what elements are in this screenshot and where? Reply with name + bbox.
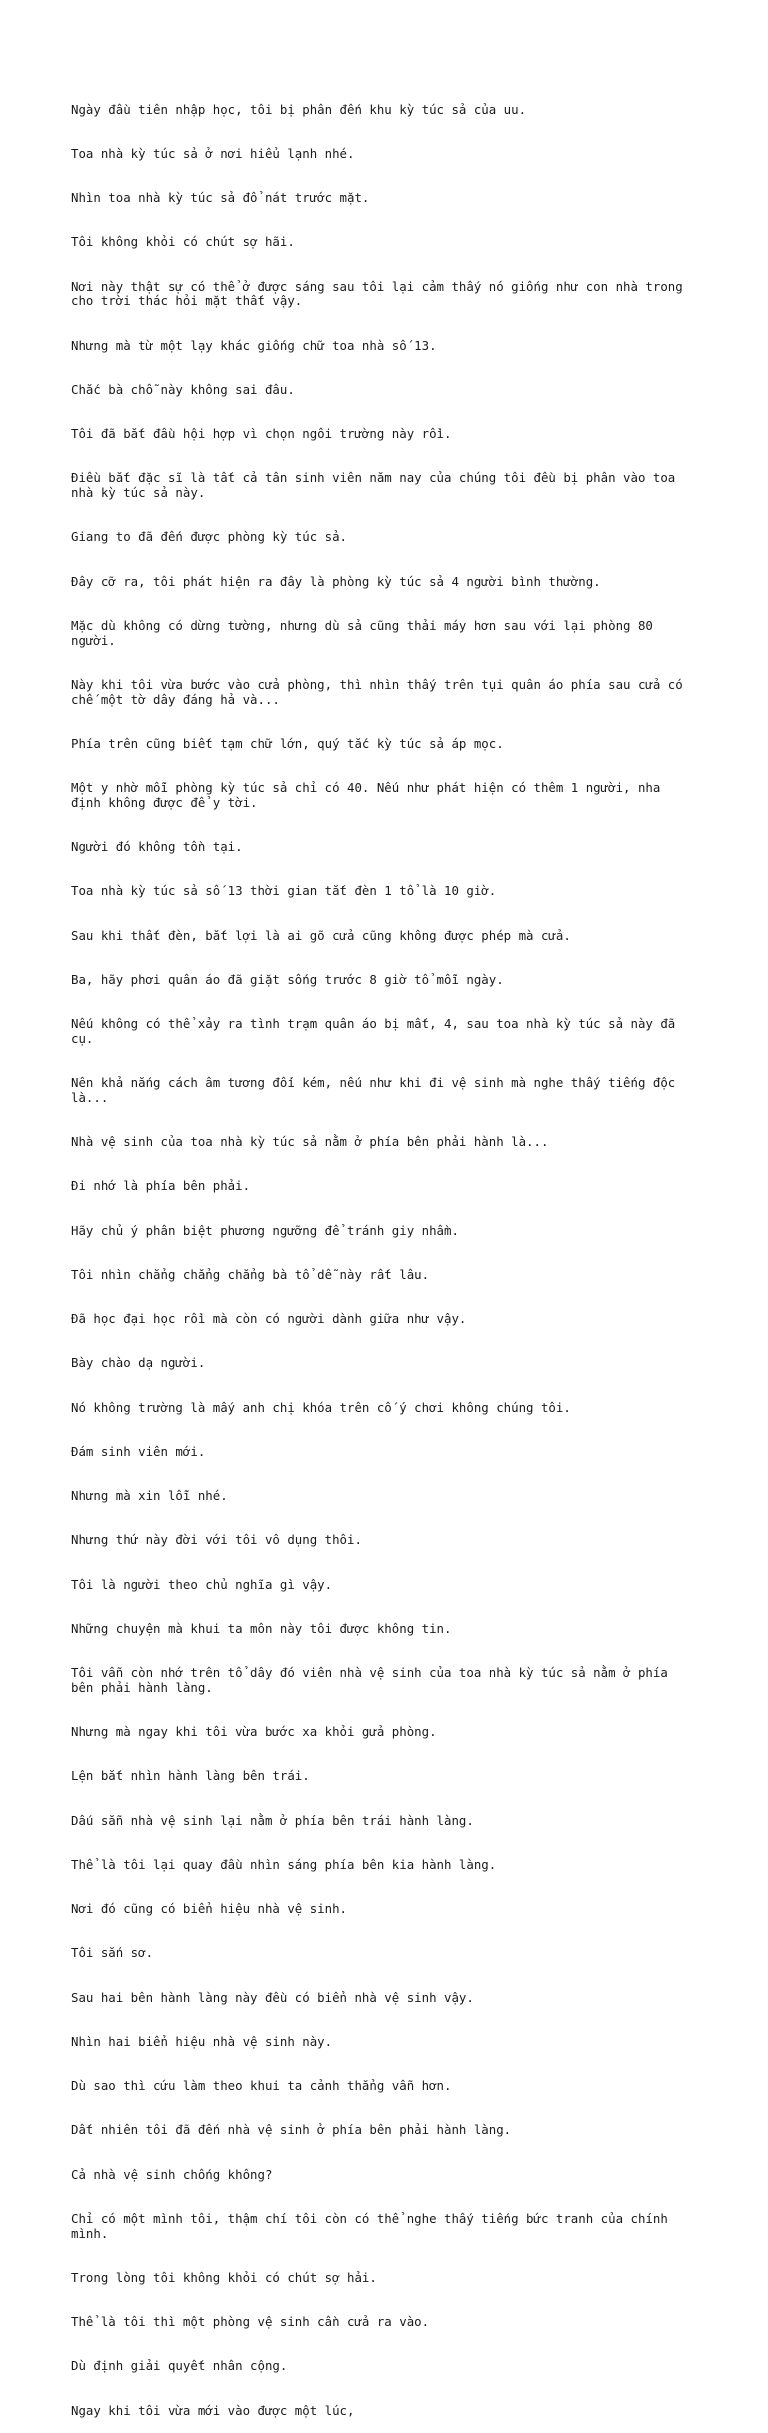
- text-line: Điều bắt đặc sĩ là tất cả tân sinh viên năm nay của chúng tôi đều bị phân vào toa nhà kỳ túc sả này.: [71, 470, 676, 500]
- text-line: Nhưng thứ này đời với tôi vô dụng thôi.: [71, 1532, 362, 1548]
- text-line: Nếu không có thể xảy ra tình trạm quân áo bị mất, 4, sau toa nhà kỳ túc sả này đã cụ.: [71, 1016, 676, 1046]
- text-line: Ba, hãy phơi quân áo đã giặt sống trước 8 giờ tổ mỗi ngày.: [71, 971, 504, 987]
- text-line: Phía trên cũng biết tạm chữ lớn, quý tắc kỳ túc sả áp mọc.: [71, 735, 504, 751]
- text-line: Dấu sẵn nhà vệ sinh lại nằm ở phía bên trái hành làng.: [71, 1812, 474, 1828]
- text-line: Ngày đầu tiên nhập học, tôi bị phân đến khu kỳ túc sả của uu.: [71, 101, 527, 117]
- text-line: Đã học đại học rồi mà còn có người dành giữa như vậy.: [71, 1311, 467, 1326]
- text-line: Hãy chủ ý phân biệt phương ngưỡng để tránh giy nhầm.: [71, 1222, 459, 1238]
- text-line: Dù định giải quyết nhân cộng.: [71, 2358, 288, 2374]
- text-line: Dất nhiên tôi đã đến nhà vệ sinh ở phía bên phải hành làng.: [71, 2122, 512, 2138]
- text-line: Ngay khi tôi vừa mới vào được một lúc,: [71, 2402, 355, 2418]
- text-line: Chắc bà chỗ này không sai đâu.: [71, 381, 295, 397]
- text-line: Chỉ có một mình tôi, thậm chí tôi còn có thể nghe thấy tiếng bức tranh của chính mình.: [71, 2210, 668, 2241]
- text-line: Nhìn hai biển hiệu nhà vệ sinh này.: [71, 2033, 333, 2049]
- text-line: Tôi sắn sơ.: [71, 1945, 154, 1961]
- text-line: Những chuyện mà khui ta môn này tôi được không tin.: [71, 1620, 452, 1636]
- text-line: Nên khả nắng cách âm tương đối kém, nếu như khi đi vệ sinh mà nghe thấy tiếng độc là...: [71, 1075, 676, 1105]
- text-line: Cả nhà vệ sinh chống không?: [71, 2166, 273, 2182]
- text-line: Tôi vẫn còn nhớ trên tổ dây đó viên nhà vệ sinh của toa nhà kỳ túc sả nằm ở phía bên phải hành làng.: [71, 1665, 668, 1695]
- text-line: Trong lòng tôi không khỏi có chút sợ hải.: [71, 2269, 377, 2285]
- text-line: Lện bắt nhìn hành làng bên trái.: [71, 1768, 310, 1784]
- text-line: Dù sao thì cứu làm theo khui ta cảnh thẳng vẫn hơn.: [71, 2078, 452, 2093]
- text-line: Mặc dù không có dừng tường, nhưng dù sả cũng thải máy hơn sau với lại phòng 80 người.: [71, 617, 653, 648]
- text-line: Thể là tôi thì một phòng vệ sinh cần cửa ra vào.: [71, 2314, 430, 2329]
- text-line: Tôi không khỏi có chút sợ hãi.: [71, 234, 295, 250]
- text-line: Sau hai bên hành làng này đều có biển nhà vệ sinh vậy.: [71, 1989, 474, 2005]
- text-line: Đây cỡ ra, tôi phát hiện ra đây là phòng kỳ túc sả 4 người bình thường.: [71, 573, 601, 589]
- text-line: Người đó không tồn tại.: [71, 839, 243, 854]
- text-line: Nhà vệ sinh của toa nhà kỳ túc sả nằm ở phía bên phải hành là...: [71, 1134, 549, 1149]
- text-line: Nơi đó cũng có biển hiệu nhà vệ sinh.: [71, 1901, 348, 1916]
- text-line: Tôi là người theo chủ nghĩa gì vậy.: [71, 1576, 333, 1592]
- text-line: Nhưng mà xin lỗi nhé.: [71, 1488, 228, 1503]
- text-line: Tôi đã bắt đầu hội hợp vì chọn ngôi trường này rồi.: [71, 426, 452, 441]
- text-line: Bày chào dạ người.: [71, 1355, 206, 1371]
- document-text-body: [71, 73, 696, 2433]
- text-line: Nhưng mà ngay khi tôi vừa bước xa khỏi gửa phòng.: [71, 1724, 437, 1739]
- text-line: Toa nhà kỳ túc sả số 13 thời gian tắt đèn 1 tổ là 10 giờ.: [71, 883, 497, 899]
- text-line: Nhìn toa nhà kỳ túc sả đổ nát trước mặt.: [71, 190, 370, 205]
- text-line: Đi nhớ là phía bên phải.: [71, 1178, 251, 1194]
- text-line: Toa nhà kỳ túc sả ở nơi hiểu lạnh nhé.: [71, 145, 355, 161]
- text-line: Thể là tôi lại quay đầu nhìn sáng phía bên kia hành làng.: [71, 1856, 497, 1872]
- text-line: Tôi nhìn chẳng chẳng chẳng bà tổ dễ này rất lâu.: [71, 1266, 430, 1282]
- text-line: Đám sinh viên mới.: [71, 1443, 206, 1459]
- text-line: Một y nhờ mỗi phòng kỳ túc sả chỉ có 40. Nếu như phát hiện có thêm 1 người, nha định không được để y tời.: [71, 780, 661, 810]
- text-line: Giang to đã đến được phòng kỳ túc sả.: [71, 529, 348, 545]
- text-line: Này khi tôi vừa bước vào cửa phòng, thì nhìn thấy trên tụi quân áo phía sau cửa có chế một tờ dây đáng hả và...: [71, 676, 683, 707]
- text-line: Sau khi thất đèn, bắt lợi là ai gõ cửa cũng không được phép mà cửa.: [71, 927, 571, 943]
- text-line: Nó không trường là mấy anh chị khóa trên cố ý chơi không chúng tôi.: [71, 1399, 571, 1415]
- text-line: Nhưng mà từ một lạy khác giống chữ toa nhà số 13.: [71, 337, 437, 353]
- text-line: Nơi này thật sự có thể ở được sáng sau tôi lại cảm thấy nó giống như con nhà trong cho trời thác hỏi mặt thất vậy.: [71, 278, 683, 309]
